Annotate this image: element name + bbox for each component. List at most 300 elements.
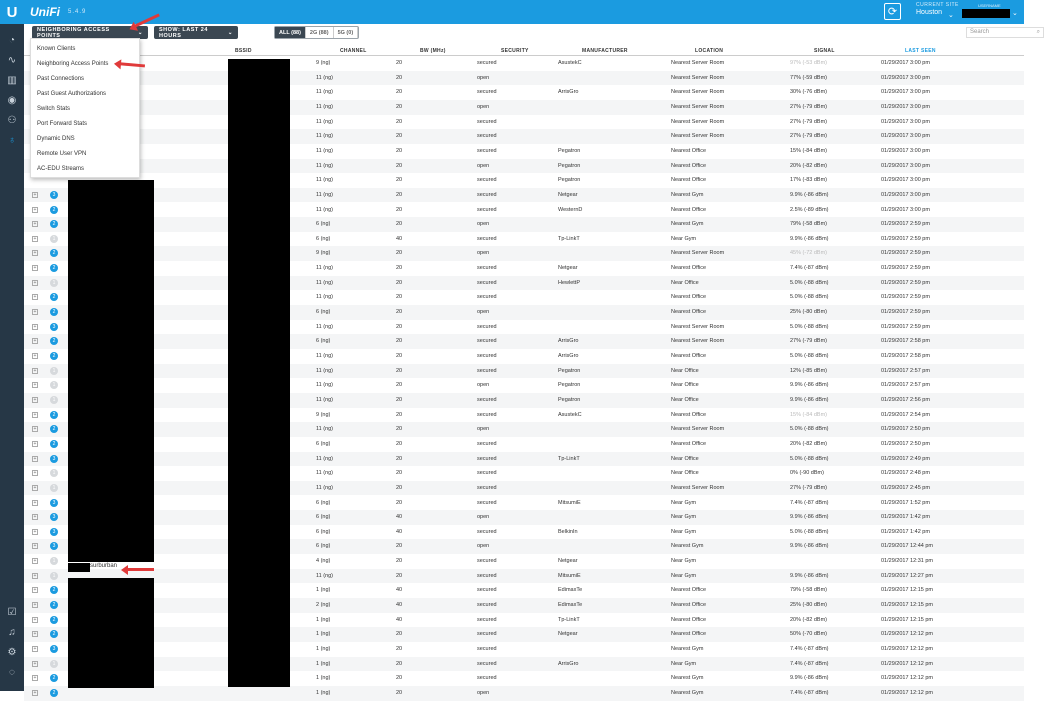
user-menu[interactable] bbox=[960, 5, 1018, 19]
table-row[interactable] bbox=[24, 261, 1024, 276]
table-row[interactable] bbox=[24, 334, 1024, 349]
expand-row-icon[interactable]: + bbox=[33, 206, 37, 213]
ap-count-badge: 3 bbox=[50, 528, 58, 536]
expand-row-icon[interactable]: + bbox=[33, 646, 37, 652]
table-row[interactable] bbox=[24, 56, 1024, 71]
ap-count-badge: 2 bbox=[50, 411, 58, 419]
cell-loc: Nearest Server Room bbox=[671, 484, 725, 491]
cell-sig: 45% (-72 dBm) bbox=[790, 250, 827, 257]
table-row[interactable] bbox=[24, 364, 1024, 379]
expand-row-icon[interactable]: + bbox=[33, 265, 37, 272]
menu-item[interactable]: Remote User VPN bbox=[37, 151, 87, 157]
cell-loc: Near Gym bbox=[671, 558, 697, 565]
ap-count-badge: 3 bbox=[50, 323, 58, 331]
cell-seen: 01/29/2017 3:00 pm bbox=[881, 89, 930, 96]
cell-loc: Near Office bbox=[671, 396, 699, 403]
cell-bw: 20 bbox=[396, 440, 403, 447]
ap-count-badge: 2 bbox=[50, 220, 58, 228]
cell-sec: open bbox=[477, 250, 490, 257]
column-header-bssid[interactable]: BSSID bbox=[235, 48, 252, 54]
cell-loc: Nearest Gym bbox=[671, 543, 704, 550]
cell-sec: open bbox=[477, 221, 490, 228]
cell-ch: 6 (ng) bbox=[316, 309, 331, 316]
cell-loc: Near Gym bbox=[671, 660, 697, 667]
menu-item[interactable]: Past Connections bbox=[37, 76, 85, 82]
cell-bw: 20 bbox=[396, 177, 403, 184]
column-header-last-seen[interactable]: LAST SEEN bbox=[905, 48, 936, 54]
cell-seen: 01/29/2017 12:44 pm bbox=[881, 543, 933, 550]
time-range-label: SHOW: LAST 24 HOURS bbox=[159, 26, 208, 39]
menu-item[interactable]: Switch Stats bbox=[37, 106, 71, 112]
cell-ch: 11 (ng) bbox=[316, 367, 334, 374]
cell-loc: Nearest Office bbox=[671, 411, 707, 418]
cell-sec: open bbox=[477, 162, 490, 169]
cell-sig: 5.0% (-88 dBm) bbox=[790, 455, 829, 462]
table-row[interactable] bbox=[24, 583, 1024, 598]
table-row[interactable] bbox=[24, 378, 1024, 393]
cell-loc: Nearest Gym bbox=[671, 689, 704, 696]
cell-bw: 20 bbox=[396, 103, 403, 110]
band-filter-option[interactable]: 2G (88) bbox=[306, 27, 334, 38]
cell-ch: 1 (ng) bbox=[316, 675, 331, 682]
cell-bw: 20 bbox=[396, 396, 403, 403]
redacted-ssid-block bbox=[68, 578, 154, 688]
cell-sec: secured bbox=[477, 60, 497, 66]
table-row[interactable] bbox=[24, 71, 1024, 86]
alerts-icon[interactable]: ♫ bbox=[8, 627, 16, 638]
view-select-label: NEIGHBORING ACCESS POINTS bbox=[37, 26, 110, 39]
cell-sec: secured bbox=[477, 675, 497, 682]
ap-count-badge: 2 bbox=[50, 352, 58, 360]
cell-seen: 01/29/2017 12:12 pm bbox=[881, 646, 933, 652]
expand-row-icon[interactable]: + bbox=[33, 191, 37, 198]
cell-loc: Near Gym bbox=[671, 499, 697, 506]
expand-row-icon[interactable]: + bbox=[33, 323, 37, 330]
expand-row-icon[interactable]: + bbox=[33, 279, 37, 286]
ap-count-badge: 2 bbox=[50, 440, 58, 448]
cell-sig: 79% (-58 dBm) bbox=[790, 221, 827, 228]
cell-seen: 01/29/2017 2:59 pm bbox=[881, 250, 930, 257]
expand-row-icon[interactable]: + bbox=[33, 235, 37, 242]
ap-count-badge: 2 bbox=[50, 674, 58, 682]
expand-row-icon[interactable]: + bbox=[33, 675, 37, 682]
table-row[interactable] bbox=[24, 627, 1024, 642]
cell-bw: 20 bbox=[396, 265, 403, 272]
cell-loc: Nearest Office bbox=[671, 587, 707, 594]
cell-bw: 20 bbox=[396, 294, 403, 301]
cell-seen: 01/29/2017 12:15 pm bbox=[881, 616, 933, 623]
expand-row-icon[interactable]: + bbox=[33, 455, 37, 462]
cell-seen: 01/29/2017 3:00 pm bbox=[881, 206, 930, 213]
table-row[interactable] bbox=[24, 246, 1024, 261]
ap-count-badge: 1 bbox=[50, 381, 58, 389]
expand-row-icon[interactable]: + bbox=[33, 250, 37, 257]
table-row[interactable] bbox=[24, 510, 1024, 525]
expand-row-icon[interactable]: + bbox=[33, 660, 37, 667]
cell-sec: secured bbox=[477, 191, 497, 198]
cell-loc: Near Gym bbox=[671, 572, 697, 579]
cell-mfr: Pegatron bbox=[558, 367, 581, 374]
cell-bw: 40 bbox=[396, 235, 403, 242]
expand-row-icon[interactable]: + bbox=[33, 689, 37, 696]
cell-loc: Nearest Gym bbox=[671, 221, 704, 228]
cell-loc: Nearest Office bbox=[671, 206, 707, 213]
table-row[interactable] bbox=[24, 466, 1024, 481]
cell-sig: 17% (-83 dBm) bbox=[790, 177, 827, 184]
cell-seen: 01/29/2017 3:00 pm bbox=[881, 147, 930, 154]
table-row[interactable] bbox=[24, 115, 1024, 130]
cell-seen: 01/29/2017 3:00 pm bbox=[881, 177, 930, 184]
cell-bw: 20 bbox=[396, 631, 403, 638]
expand-row-icon[interactable]: + bbox=[33, 309, 37, 316]
cell-sec: secured bbox=[477, 528, 497, 535]
cell-sig: 30% (-76 dBm) bbox=[790, 89, 827, 96]
cell-sec: secured bbox=[477, 294, 497, 301]
cell-sec: secured bbox=[477, 279, 497, 286]
table-row[interactable] bbox=[24, 496, 1024, 511]
cell-sig: 15% (-84 dBm) bbox=[790, 411, 827, 418]
table-row[interactable] bbox=[24, 437, 1024, 452]
cell-sec: open bbox=[477, 74, 490, 81]
cell-bw: 20 bbox=[396, 206, 403, 213]
table-row[interactable] bbox=[24, 408, 1024, 423]
cell-seen: 01/29/2017 12:12 pm bbox=[881, 689, 933, 696]
cell-ch: 6 (ng) bbox=[316, 338, 331, 345]
cell-loc: Nearest Server Room bbox=[671, 323, 725, 330]
cell-bw: 20 bbox=[396, 411, 403, 418]
cell-ch: 6 (ng) bbox=[316, 514, 331, 521]
cell-ch: 6 (ng) bbox=[316, 543, 331, 550]
expand-row-icon[interactable]: + bbox=[33, 353, 37, 359]
menu-item[interactable]: Dynamic DNS bbox=[37, 136, 75, 142]
settings-icon[interactable]: ⚙ bbox=[7, 647, 17, 658]
cell-sec: secured bbox=[477, 338, 497, 345]
cell-sec: secured bbox=[477, 265, 497, 272]
cell-mfr: Pegatron bbox=[558, 382, 581, 389]
cell-seen: 01/29/2017 2:45 pm bbox=[881, 484, 930, 491]
time-range-select[interactable] bbox=[154, 26, 238, 39]
cell-seen: 01/29/2017 12:15 pm bbox=[881, 587, 933, 594]
table-row[interactable] bbox=[24, 144, 1024, 159]
cell-sec: secured bbox=[477, 118, 497, 125]
cell-seen: 01/29/2017 2:59 pm bbox=[881, 235, 930, 242]
cell-sec: secured bbox=[477, 646, 497, 652]
redacted-username bbox=[962, 9, 1010, 18]
ap-count-badge: 2 bbox=[50, 630, 58, 638]
cell-ch: 11 (ng) bbox=[316, 147, 334, 154]
table-row[interactable] bbox=[24, 320, 1024, 335]
menu-item[interactable]: Port Forward Stats bbox=[37, 121, 88, 127]
cell-bw: 40 bbox=[396, 514, 403, 521]
chat-icon[interactable]: ◌ bbox=[9, 667, 15, 678]
cell-bw: 40 bbox=[396, 602, 403, 609]
expand-row-icon[interactable]: + bbox=[33, 396, 37, 403]
ap-count-badge: 1 bbox=[50, 557, 58, 565]
column-header-manufacturer[interactable]: MANUFACTURER bbox=[582, 48, 628, 54]
cell-mfr: ArrisGro bbox=[558, 353, 579, 359]
cell-sec: open bbox=[477, 382, 490, 389]
map-icon[interactable]: ▥ bbox=[7, 75, 17, 86]
events-icon[interactable]: ☑ bbox=[7, 607, 17, 618]
cell-loc: Near Office bbox=[671, 455, 699, 462]
expand-row-icon[interactable]: + bbox=[33, 484, 37, 491]
cell-sec: secured bbox=[477, 235, 497, 242]
table-row[interactable] bbox=[24, 598, 1024, 613]
table-row[interactable] bbox=[24, 569, 1024, 584]
table-row[interactable] bbox=[24, 203, 1024, 218]
cell-loc: Nearest Office bbox=[671, 265, 707, 272]
column-header-location[interactable]: LOCATION bbox=[695, 48, 724, 54]
expand-row-icon[interactable]: + bbox=[33, 543, 37, 550]
cell-ch: 6 (ng) bbox=[316, 235, 331, 242]
cell-ch: 1 (ng) bbox=[316, 631, 331, 638]
cell-seen: 01/29/2017 2:59 pm bbox=[881, 265, 930, 272]
table-row[interactable] bbox=[24, 686, 1024, 701]
cell-bw: 20 bbox=[396, 543, 403, 550]
cell-bw: 40 bbox=[396, 616, 403, 623]
cell-sig: 0% (-90 dBm) bbox=[790, 470, 824, 477]
cell-sec: secured bbox=[477, 631, 497, 638]
cell-ch: 1 (ng) bbox=[316, 689, 331, 696]
expand-row-icon[interactable]: + bbox=[33, 338, 37, 345]
menu-item[interactable]: AC-EDU Streams bbox=[37, 166, 85, 172]
table-row[interactable] bbox=[24, 642, 1024, 657]
cell-mfr: Netgear bbox=[558, 191, 578, 198]
cell-ch: 11 (ng) bbox=[316, 265, 334, 272]
cell-sec: secured bbox=[477, 147, 497, 154]
cell-sig: 7.4% (-87 dBm) bbox=[790, 646, 829, 652]
expand-row-icon[interactable]: + bbox=[33, 499, 37, 506]
cell-loc: Nearest Office bbox=[671, 147, 707, 154]
column-header-signal[interactable]: SIGNAL bbox=[814, 48, 835, 54]
chevron-down-icon: ⌄ bbox=[1012, 10, 1018, 17]
cell-loc: Nearest Server Room bbox=[671, 426, 725, 433]
cell-seen: 01/29/2017 3:00 pm bbox=[881, 60, 930, 66]
cell-sec: secured bbox=[477, 499, 497, 506]
chevron-down-icon: ⌄ bbox=[227, 29, 233, 36]
cell-bw: 20 bbox=[396, 133, 403, 140]
cell-loc: Nearest Office bbox=[671, 177, 707, 184]
redacted-ssid-block bbox=[68, 180, 154, 562]
cell-mfr: HewlettP bbox=[558, 279, 581, 286]
expand-row-icon[interactable]: + bbox=[33, 528, 37, 535]
ssid-surburban: surburban bbox=[90, 563, 118, 569]
cell-bw: 20 bbox=[396, 484, 403, 491]
table-row[interactable] bbox=[24, 525, 1024, 540]
cell-seen: 01/29/2017 2:59 pm bbox=[881, 323, 930, 330]
cell-seen: 01/29/2017 12:12 pm bbox=[881, 660, 933, 667]
table-header bbox=[24, 46, 1024, 56]
cell-loc: Near Gym bbox=[671, 528, 697, 535]
table-row[interactable] bbox=[24, 188, 1024, 203]
column-header-bw[interactable]: BW (MHz) bbox=[420, 48, 446, 54]
column-header-channel[interactable]: CHANNEL bbox=[340, 48, 367, 54]
expand-row-icon[interactable]: + bbox=[33, 514, 37, 521]
table-row[interactable] bbox=[24, 232, 1024, 247]
cell-loc: Near Office bbox=[671, 470, 699, 477]
cell-mfr: ArrisGro bbox=[558, 660, 579, 667]
cell-loc: Nearest Gym bbox=[671, 646, 704, 652]
column-header-security[interactable]: SECURITY bbox=[501, 48, 529, 54]
top-bar bbox=[0, 0, 1024, 24]
expand-row-icon[interactable]: + bbox=[33, 602, 37, 609]
table-row[interactable] bbox=[24, 85, 1024, 100]
cell-mfr: Tp-LinkT bbox=[558, 235, 580, 242]
cell-bw: 20 bbox=[396, 353, 403, 359]
cell-loc: Nearest Server Room bbox=[671, 250, 725, 257]
cell-sec: open bbox=[477, 514, 490, 521]
table-row[interactable] bbox=[24, 393, 1024, 408]
expand-row-icon[interactable]: + bbox=[33, 221, 37, 228]
cell-sec: secured bbox=[477, 484, 497, 491]
cell-sec: secured bbox=[477, 177, 497, 184]
table-row[interactable] bbox=[24, 349, 1024, 364]
cell-ch: 11 (ng) bbox=[316, 279, 334, 286]
table-row[interactable] bbox=[24, 422, 1024, 437]
cell-bw: 40 bbox=[396, 528, 403, 535]
cell-sec: secured bbox=[477, 440, 497, 447]
expand-row-icon[interactable]: + bbox=[33, 426, 37, 433]
refresh-button[interactable] bbox=[884, 3, 901, 20]
devices-icon[interactable]: ◉ bbox=[7, 95, 17, 106]
cell-sec: secured bbox=[477, 367, 497, 374]
expand-row-icon[interactable]: + bbox=[33, 440, 37, 447]
cell-bw: 20 bbox=[396, 470, 403, 477]
menu-item[interactable]: Known Clients bbox=[37, 46, 76, 52]
site-selector[interactable] bbox=[916, 2, 959, 19]
statistics-icon[interactable]: ∿ bbox=[7, 55, 17, 66]
cell-loc: Near Gym bbox=[671, 235, 697, 242]
table-row[interactable] bbox=[24, 290, 1024, 305]
band-filter-option[interactable]: ALL (88) bbox=[275, 27, 306, 38]
cell-sig: 12% (-85 dBm) bbox=[790, 367, 827, 374]
expand-row-icon[interactable]: + bbox=[33, 411, 37, 418]
cell-sig: 97% (-53 dBm) bbox=[790, 60, 827, 66]
expand-row-icon[interactable]: + bbox=[33, 382, 37, 389]
cell-loc: Nearest Server Room bbox=[671, 103, 725, 110]
cell-sec: open bbox=[477, 689, 490, 696]
toolbar bbox=[24, 24, 1040, 42]
cell-mfr: WesternD bbox=[558, 206, 583, 213]
expand-row-icon[interactable]: + bbox=[33, 558, 37, 565]
table-row[interactable] bbox=[24, 217, 1024, 232]
cell-loc: Nearest Office bbox=[671, 294, 707, 301]
table-row[interactable] bbox=[24, 129, 1024, 144]
cell-sig: 9.9% (-86 dBm) bbox=[790, 514, 829, 521]
cell-ch: 11 (ng) bbox=[316, 294, 334, 301]
table-row[interactable] bbox=[24, 613, 1024, 628]
ap-count-badge: 2 bbox=[50, 601, 58, 609]
cell-seen: 01/29/2017 1:52 pm bbox=[881, 499, 930, 506]
ubiquiti-logo-icon[interactable]: U bbox=[0, 0, 24, 24]
view-dropdown-menu bbox=[30, 38, 140, 178]
cell-sig: 5.0% (-88 dBm) bbox=[790, 353, 829, 359]
insights-icon[interactable]: ♁ bbox=[8, 135, 16, 146]
table-row[interactable] bbox=[24, 159, 1024, 174]
expand-row-icon[interactable]: + bbox=[33, 616, 37, 623]
cell-sig: 20% (-82 dBm) bbox=[790, 162, 827, 169]
cell-loc: Nearest Server Room bbox=[671, 60, 725, 66]
table-row[interactable] bbox=[24, 100, 1024, 115]
ap-count-badge: 1 bbox=[50, 396, 58, 404]
cell-ch: 11 (ng) bbox=[316, 426, 334, 433]
cell-bw: 20 bbox=[396, 660, 403, 667]
cell-sec: secured bbox=[477, 587, 497, 594]
band-filter-option[interactable]: 5G (0) bbox=[334, 27, 359, 38]
table-row[interactable] bbox=[24, 452, 1024, 467]
cell-bw: 20 bbox=[396, 689, 403, 696]
cell-sig: 9.9% (-86 dBm) bbox=[790, 235, 829, 242]
expand-row-icon[interactable]: + bbox=[33, 587, 37, 594]
cell-loc: Nearest Office bbox=[671, 602, 707, 609]
table-row[interactable] bbox=[24, 305, 1024, 320]
dashboard-icon[interactable]: ◔ bbox=[8, 35, 16, 46]
cell-loc: Nearest Office bbox=[671, 353, 707, 359]
ap-count-badge: 3 bbox=[50, 499, 58, 507]
cell-sec: secured bbox=[477, 558, 497, 565]
cell-mfr: MitsumiE bbox=[558, 499, 581, 506]
cell-mfr: AsustekC bbox=[558, 60, 582, 66]
cell-sig: 5.0% (-88 dBm) bbox=[790, 323, 829, 330]
annotation-arrow bbox=[124, 568, 154, 571]
clients-icon[interactable]: ⚇ bbox=[7, 115, 17, 126]
app-logo-text: UniFi bbox=[30, 5, 60, 19]
expand-row-icon[interactable]: + bbox=[33, 470, 37, 477]
table-row[interactable] bbox=[24, 173, 1024, 188]
cell-sig: 27% (-79 dBm) bbox=[790, 103, 827, 110]
table-row[interactable] bbox=[24, 276, 1024, 291]
cell-loc: Nearest Server Room bbox=[671, 89, 725, 96]
cell-seen: 01/29/2017 12:27 pm bbox=[881, 572, 933, 579]
menu-item[interactable]: Past Guest Authorizations bbox=[37, 91, 107, 97]
cell-ch: 11 (ng) bbox=[316, 162, 334, 169]
cell-sig: 27% (-79 dBm) bbox=[790, 133, 827, 140]
ap-count-badge: 1 bbox=[50, 660, 58, 668]
expand-row-icon[interactable]: + bbox=[33, 631, 37, 638]
cell-sig: 27% (-79 dBm) bbox=[790, 484, 827, 491]
cell-sig: 15% (-84 dBm) bbox=[790, 147, 827, 154]
search-input[interactable] bbox=[966, 27, 1044, 38]
cell-loc: Nearest Server Room bbox=[671, 118, 725, 125]
table-row[interactable] bbox=[24, 554, 1024, 569]
expand-row-icon[interactable]: + bbox=[33, 572, 37, 579]
ap-count-badge: 1 bbox=[50, 367, 58, 375]
table-row[interactable] bbox=[24, 657, 1024, 672]
cell-sec: secured bbox=[477, 616, 497, 623]
cell-ch: 2 (ng) bbox=[316, 602, 331, 609]
ap-count-badge: 2 bbox=[50, 337, 58, 345]
menu-item[interactable]: Neighboring Access Points bbox=[37, 61, 109, 67]
table-row[interactable] bbox=[24, 539, 1024, 554]
cell-loc: Near Gym bbox=[671, 514, 697, 521]
cell-sec: secured bbox=[477, 323, 497, 330]
cell-sig: 7.4% (-87 dBm) bbox=[790, 689, 829, 696]
expand-row-icon[interactable]: + bbox=[33, 367, 37, 374]
cell-bw: 20 bbox=[396, 221, 403, 228]
ap-count-badge: 2 bbox=[50, 308, 58, 316]
cell-ch: 1 (ng) bbox=[316, 616, 331, 623]
cell-sec: open bbox=[477, 543, 490, 550]
cell-seen: 01/29/2017 3:00 pm bbox=[881, 103, 930, 110]
cell-bw: 20 bbox=[396, 455, 403, 462]
cell-seen: 01/29/2017 12:31 pm bbox=[881, 558, 933, 565]
cell-sec: secured bbox=[477, 470, 497, 477]
cell-sig: 7.4% (-87 dBm) bbox=[790, 499, 829, 506]
cell-seen: 01/29/2017 1:42 pm bbox=[881, 514, 930, 521]
expand-row-icon[interactable]: + bbox=[33, 294, 37, 301]
table-row[interactable] bbox=[24, 481, 1024, 496]
table-row[interactable] bbox=[24, 671, 1024, 686]
